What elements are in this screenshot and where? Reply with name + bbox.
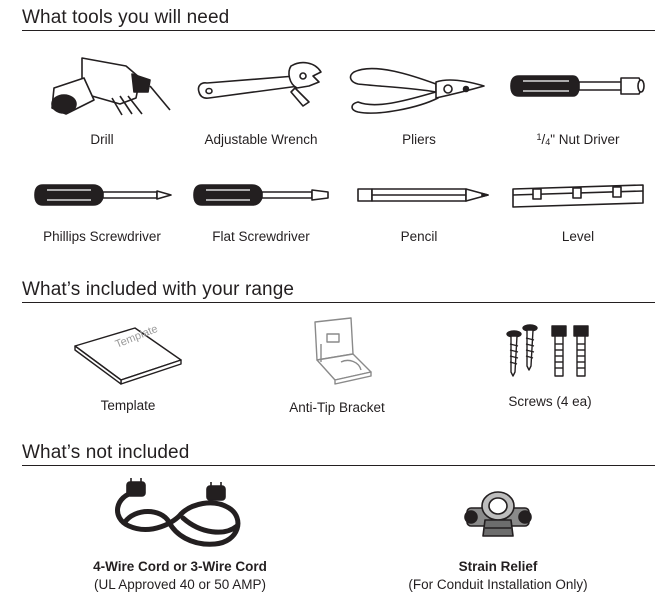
tool-label: Drill <box>90 132 114 147</box>
template-sheet-icon <box>63 318 193 386</box>
tool-label: Phillips Screwdriver <box>43 229 161 244</box>
template-sheet-text: Template <box>113 322 160 351</box>
included-label: Screws (4 ea) <box>508 394 592 409</box>
tool-label: $^1$/4" Nut Driver <box>536 132 620 147</box>
not-included-label: 4-Wire Cord or 3-Wire Cord <box>93 559 267 574</box>
not-included-sublabel: (UL Approved 40 or 50 AMP) <box>93 576 267 592</box>
tool-nut-driver <box>493 52 663 148</box>
strain-relief-icon <box>423 478 573 554</box>
tool-label-suffix: " Nut Driver <box>550 132 620 147</box>
tool-flat-screwdriver <box>176 175 346 245</box>
pliers-icon <box>344 52 494 118</box>
tool-label: Pliers <box>402 132 436 147</box>
flat-screwdriver-icon <box>186 175 336 215</box>
section-title-included: What’s included with your range <box>22 279 295 300</box>
tool-level <box>493 175 663 245</box>
anti-tip-bracket-icon <box>287 314 387 386</box>
section-title-not-included: What’s not included <box>22 442 190 463</box>
tool-label: Adjustable Wrench <box>204 132 318 147</box>
tool-drill <box>17 52 187 148</box>
section-divider-not-included <box>22 465 655 466</box>
tool-label: Flat Screwdriver <box>212 229 310 244</box>
tool-adjustable-wrench <box>176 52 346 148</box>
included-label: Anti-Tip Bracket <box>289 400 385 415</box>
tool-phillips-screwdriver <box>17 175 187 245</box>
fraction-denominator: 4 <box>545 137 551 147</box>
not-included-sublabel: (For Conduit Installation Only) <box>408 576 588 592</box>
not-included-strain-relief <box>383 478 613 593</box>
tool-label: Pencil <box>400 229 438 244</box>
drill-icon <box>32 52 172 118</box>
tool-label: Level <box>561 229 595 244</box>
section-divider-included <box>22 302 655 303</box>
screws-icon <box>500 318 600 382</box>
phillips-screwdriver-icon <box>27 175 177 215</box>
fraction-numerator: 1 <box>536 132 542 142</box>
adjustable-wrench-icon <box>191 52 331 118</box>
nut-driver-icon <box>503 52 653 118</box>
not-included-power-cord <box>65 478 295 593</box>
included-screws <box>465 318 635 410</box>
tool-pliers <box>334 52 504 148</box>
included-anti-tip-bracket <box>252 314 422 416</box>
included-template <box>43 318 213 414</box>
not-included-label: Strain Relief <box>458 559 538 574</box>
section-divider-tools <box>22 30 655 31</box>
power-cord-icon <box>105 478 255 554</box>
section-title-tools: What tools you will need <box>22 7 230 28</box>
level-icon <box>503 175 653 215</box>
pencil-icon <box>344 175 494 215</box>
included-label: Template <box>100 398 156 413</box>
tool-pencil <box>334 175 504 245</box>
